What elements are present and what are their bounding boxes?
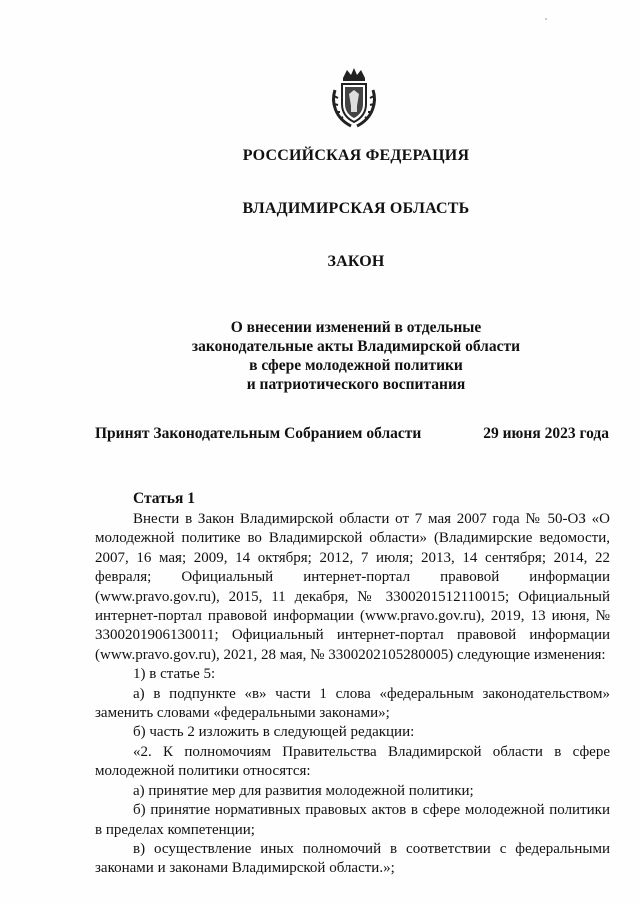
adopted-date: 29 июня 2023 года [483,425,609,442]
article-paragraph: «2. К полномочиям Правительства Владимирской области в сфере молодежной политики относятся: [95,743,610,780]
law-title-line: в сфере молодежной политики [249,357,463,374]
country-heading: РОССИЙСКАЯ ФЕДЕРАЦИЯ [242,147,470,164]
article-paragraph: Внести в Закон Владимирской области от 7 мая 2007 года № 50-ОЗ «О молодежной политике во Владимирской области» (Владимирские ведомости, 2007, 16 мая; 2009, 14 октября; 2012, 7 июля; 2013, 14 сентября; 2014, 22 февраля; Официальный интернет-портал правовой информации (www.pravo.gov.ru), 2015, 11 декабря, № 3300201512110015; Официальный интернет-портал правовой информации (www.pravo.gov.ru), 2019, 13 июня, № 3300201906130011; Официальный интернет-портал правовой информации (www.pravo.gov.ru), 2021, 28 мая, № 3300202105280005) следующие изменения: [95,511,610,663]
article-body [95,510,610,879]
article-paragraph: а) принятие мер для развития молодежной политики; [133,782,474,799]
law-title-line: и патриотического воспитания [246,376,466,393]
coat-of-arms-emblem [329,66,379,130]
document-type-heading: ЗАКОН [327,253,385,270]
article-paragraph: а) в подпункте «в» части 1 слова «федеральным законодательством» заменить словами «федеральными законами»; [95,685,610,722]
article-title: Статья 1 [133,490,195,507]
article-paragraph: б) принятие нормативных правовых актов в сфере молодежной политики в пределах компетенции; [95,802,610,838]
adopted-by: Принят Законодательным Собранием области [95,425,422,442]
law-title-line: О внесении изменений в отдельные [230,319,482,336]
region-heading: ВЛАДИМИРСКАЯ ОБЛАСТЬ [242,200,470,217]
article-paragraph: в) осуществление иных полномочий в соответствии с федеральными законами и законами Владимирской области.»; [95,840,610,877]
article-paragraph: 1) в статье 5: [133,666,216,683]
article-paragraph: б) часть 2 изложить в следующей редакции: [133,724,415,741]
law-title [0,318,640,394]
scan-speck [545,18,547,20]
law-title-line: законодательные акты Владимирской области [191,338,521,355]
